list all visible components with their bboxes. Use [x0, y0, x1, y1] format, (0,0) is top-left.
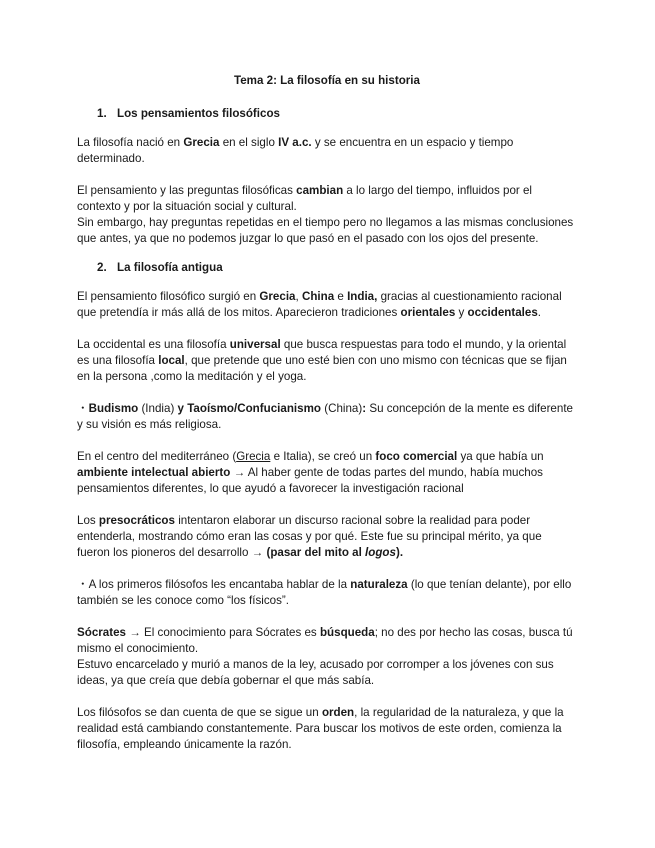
bold-run: Budismo [88, 402, 139, 415]
section-heading-1 [77, 105, 577, 123]
text-run: → El conocimiento para Sócrates es [125, 626, 320, 639]
bold-run: Grecia [183, 136, 220, 149]
text-run: y [455, 306, 468, 319]
section-heading-2 [77, 259, 577, 277]
text-run: Los [77, 514, 99, 527]
section-number: 2. [97, 261, 107, 274]
text-run: que busca respuestas para todo el mundo, y la oriental es una filosofía [77, 338, 567, 367]
text-run: ; no des por hecho las cosas, busca tú mismo el conocimiento. [77, 626, 573, 655]
bold-run: naturaleza [350, 578, 408, 591]
bold-run: cambian [296, 184, 344, 197]
section-heading-text: Los pensamientos filosóficos [117, 107, 280, 120]
text-run: La occidental es una filosofía [77, 338, 230, 351]
text-run: , [295, 290, 302, 303]
paragraph: Sin embargo, hay preguntas repetidas en el tiempo pero no llegamos a las mismas conclusiones que antes, ya que no podemos juzgar lo que pasó en el pasado con los ojos del presente. [77, 216, 574, 245]
text-run: y se encuentra en un espacio y tiempo determinado. [77, 136, 514, 165]
text-run: ya que había un [457, 450, 544, 463]
paragraph [77, 513, 577, 561]
paragraph [77, 705, 577, 753]
bold-run: local [158, 354, 185, 367]
paragraph [77, 449, 577, 497]
paragraph [77, 401, 577, 433]
text-run: Su concepción de la mente es diferente y su visión es más religiosa. [77, 402, 573, 431]
bold-run: Grecia [259, 290, 296, 303]
paragraph [77, 135, 577, 167]
bold-run: IV a.c. [278, 136, 312, 149]
text-run: en el siglo [219, 136, 279, 149]
bold-run: India, [347, 290, 378, 303]
bold-run: Sócrates [77, 626, 126, 639]
paragraph [77, 625, 577, 657]
text-run: gracias al cuestionamiento racional que pretendía ir más allá de los mitos. Aparecieron tradiciones [77, 290, 562, 319]
bold-run: presocráticos [98, 514, 175, 527]
paragraph: Estuvo encarcelado y murió a manos de la ley, acusado por corromper a los jóvenes con sus ideas, ya que creía que debía gobernar el que más sabía. [77, 658, 554, 687]
text-run: (lo que tenían delante), por ello también se les conoce como “los físicos”. [77, 578, 572, 607]
bold-run: (pasar del mito al [266, 546, 366, 559]
underlined-run: Grecia [236, 450, 271, 463]
text-run: (China) [320, 402, 363, 415]
section-heading-text: La filosofía antigua [117, 261, 223, 274]
text-run: e Italia), se creó un [270, 450, 376, 463]
text-run: El pensamiento y las preguntas filosóficas [77, 184, 297, 197]
paragraph [77, 183, 577, 215]
text-run: (India) [138, 402, 178, 415]
bold-run: China [301, 290, 335, 303]
paragraph [77, 337, 577, 385]
bold-run: orden [321, 706, 355, 719]
bold-run: foco comercial [375, 450, 458, 463]
text-run: . [537, 306, 542, 319]
bold-run: occidentales [467, 306, 538, 319]
italic-run: logos [365, 546, 396, 559]
section-number: 1. [97, 107, 107, 120]
paragraph [77, 577, 577, 609]
text-run: Los filósofos se dan cuenta de que se sigue un [77, 706, 322, 719]
text-run: , que pretende que uno esté bien con uno mismo con técnicas que se fijan en la persona ,como la meditación y el yoga. [77, 354, 567, 383]
text-run: En el centro del mediterráneo ( [77, 450, 237, 463]
bullet-mark: ・ [77, 402, 89, 415]
bold-run: búsqueda [319, 626, 375, 639]
document-page [77, 72, 577, 753]
text-run: A los primeros filósofos les encantaba hablar de la [88, 578, 351, 591]
text-run: intentaron elaborar un discurso racional sobre la realidad para poder entenderla, mostrando cómo eran las cosas y por qué. Este fue su principal mérito, ya que fueron los pioneros del desarrollo → [77, 514, 542, 559]
bold-run: ambiente intelectual abierto [77, 466, 231, 479]
bold-run: y Taoísmo/Confucianismo [177, 402, 321, 415]
bold-run: ). [395, 546, 404, 559]
paragraph [77, 289, 577, 321]
text-run: El pensamiento filosófico surgió en [77, 290, 260, 303]
text-run: La filosofía nació en [77, 136, 184, 149]
page-title: Tema 2: La filosofía en su historia [234, 74, 420, 87]
bullet-mark: ・ [77, 578, 89, 591]
bold-run: : [362, 402, 367, 415]
text-run: a lo largo del tiempo, influidos por el contexto y por la situación social y cultural. [77, 184, 533, 213]
bold-run: universal [229, 338, 281, 351]
text-run: e [334, 290, 348, 303]
text-run: , la regularidad de la naturaleza, y que la realidad está cambiando constantemente. Para buscar los motivos de este orden, comienza la filosofía, empleando únicamente la razón. [77, 706, 564, 751]
text-run: → Al haber gente de todas partes del mundo, había muchos pensamientos diferentes, lo que ayudó a favorecer la investigación racional [77, 466, 543, 495]
bold-run: orientales [400, 306, 456, 319]
